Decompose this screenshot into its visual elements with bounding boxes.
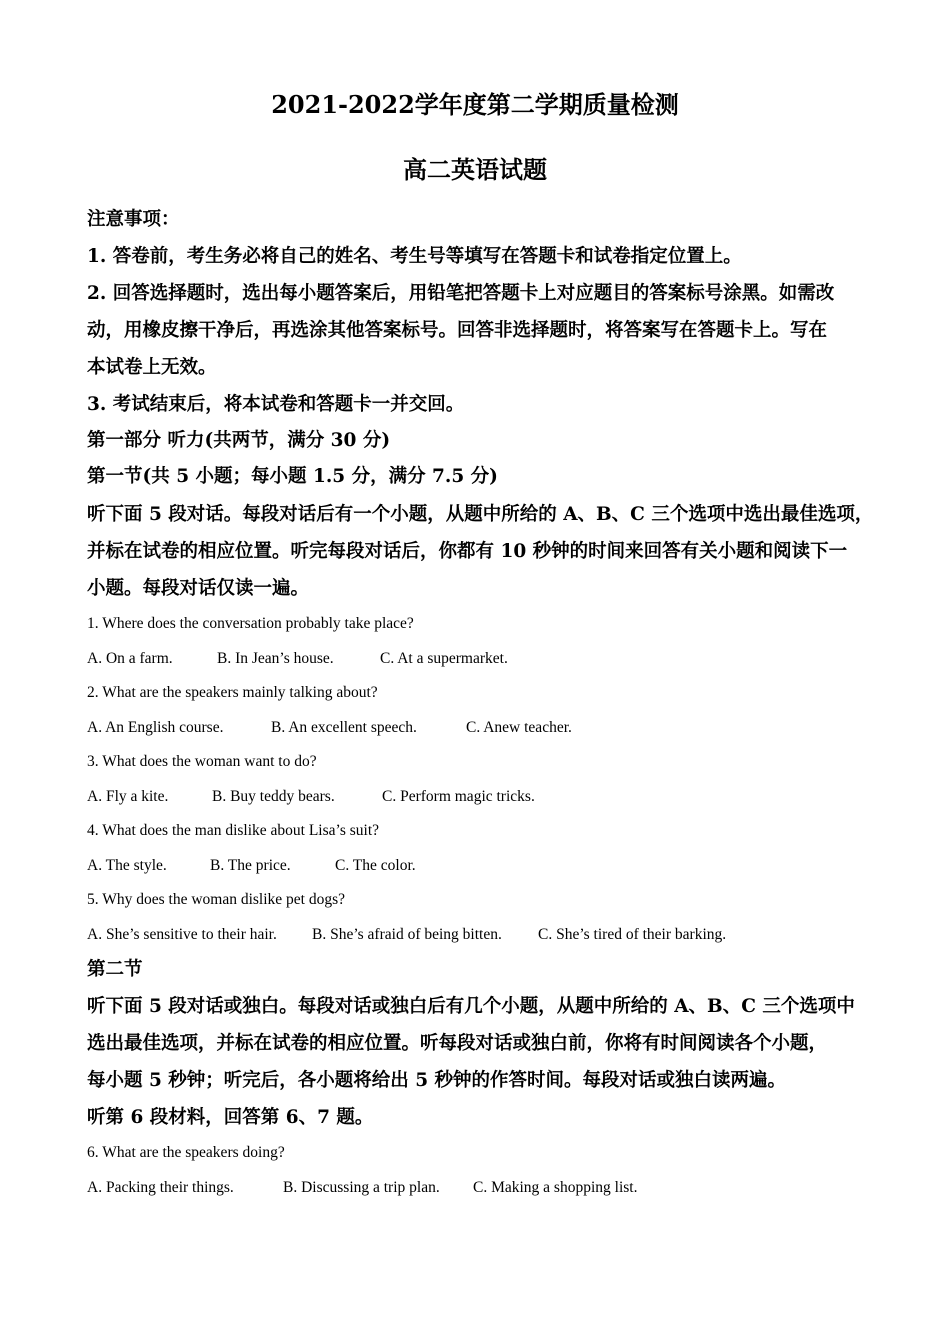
- option-a: A. Fly a kite.: [87, 788, 169, 805]
- section1-heading: 第一节(共 5 小题；每小题 1.5 分，满分 7.5 分): [87, 466, 498, 487]
- option-c: C. Making a shopping list.: [473, 1179, 638, 1196]
- question-6-options: [87, 1178, 877, 1198]
- option-c: C. Anew teacher.: [466, 719, 572, 736]
- section2-instruction-line-2: 选出最佳选项，并标在试卷的相应位置。听每段对话或独白前，你将有时间阅读各个小题，: [87, 1033, 828, 1054]
- option-a: A. The style.: [87, 857, 167, 874]
- question-2-stem: 2. What are the speakers mainly talking about?: [87, 684, 378, 701]
- option-b: B. An excellent speech.: [271, 719, 417, 736]
- option-a: A. She’s sensitive to their hair.: [87, 926, 277, 943]
- exam-subtitle: 高二英语试题: [403, 155, 547, 184]
- notice-item-1: 1. 答卷前，考生务必将自己的姓名、考生号等填写在答题卡和试卷指定位置上。: [87, 246, 742, 267]
- section2-heading: 第二节: [87, 959, 143, 980]
- question-5-stem: 5. Why does the woman dislike pet dogs?: [87, 891, 346, 908]
- option-a: A. On a farm.: [87, 650, 173, 667]
- section2-instruction-line-3: 每小题 5 秒钟；听完后，各小题将给出 5 秒钟的作答时间。每段对话或独白读两遍。: [87, 1070, 787, 1091]
- question-5-options: [87, 925, 877, 945]
- option-b: B. Discussing a trip plan.: [283, 1179, 440, 1196]
- notice-item-2-line-2: 动，用橡皮擦干净后，再选涂其他答案标号。回答非选择题时，将答案写在答题卡上。写在: [87, 320, 828, 341]
- option-b: B. The price.: [210, 857, 291, 874]
- notice-heading: 注意事项：: [87, 209, 180, 230]
- question-1-stem: 1. Where does the conversation probably take place?: [87, 615, 414, 632]
- option-b: B. She’s afraid of being bitten.: [312, 926, 502, 943]
- option-a: A. Packing their things.: [87, 1179, 234, 1196]
- option-a: A. An English course.: [87, 719, 224, 736]
- material-6-heading: 听第 6 段材料，回答第 6、7 题。: [87, 1107, 374, 1128]
- question-1-options: [87, 649, 877, 669]
- question-3-options: [87, 787, 877, 807]
- part1-heading: 第一部分 听力(共两节，满分 30 分): [87, 430, 391, 451]
- exam-title: 2021-2022学年度第二学期质量检测: [271, 90, 679, 119]
- question-4-options: [87, 856, 877, 876]
- option-b: B. In Jean’s house.: [217, 650, 334, 667]
- question-2-options: [87, 718, 877, 738]
- section1-instruction-line-2: 并标在试卷的相应位置。听完每段对话后，你都有 10 秒钟的时间来回答有关小题和阅读下一: [87, 541, 848, 562]
- notice-item-3: 3. 考试结束后，将本试卷和答题卡一并交回。: [87, 394, 465, 415]
- notice-item-2-line-1: 2. 回答选择题时，选出每小题答案后，用铅笔把答题卡上对应题目的答案标号涂黑。如需改: [87, 283, 835, 304]
- option-c: C. She’s tired of their barking.: [538, 926, 727, 943]
- section1-instruction-line-1: 听下面 5 段对话。每段对话后有一个小题，从题中所给的 A、B、C 三个选项中选出最佳选项，: [87, 504, 874, 525]
- notice-item-2-line-3: 本试卷上无效。: [87, 357, 217, 378]
- question-3-stem: 3. What does the woman want to do?: [87, 753, 317, 770]
- option-c: C. The color.: [335, 857, 416, 874]
- section2-instruction-line-1: 听下面 5 段对话或独白。每段对话或独白后有几个小题，从题中所给的 A、B、C 三个选项中: [87, 996, 855, 1017]
- option-c: C. Perform magic tricks.: [382, 788, 535, 805]
- option-c: C. At a supermarket.: [380, 650, 508, 667]
- section1-instruction-line-3: 小题。每段对话仅读一遍。: [87, 578, 310, 599]
- question-4-stem: 4. What does the man dislike about Lisa’s suit?: [87, 822, 380, 839]
- option-b: B. Buy teddy bears.: [212, 788, 335, 805]
- question-6-stem: 6. What are the speakers doing?: [87, 1144, 285, 1161]
